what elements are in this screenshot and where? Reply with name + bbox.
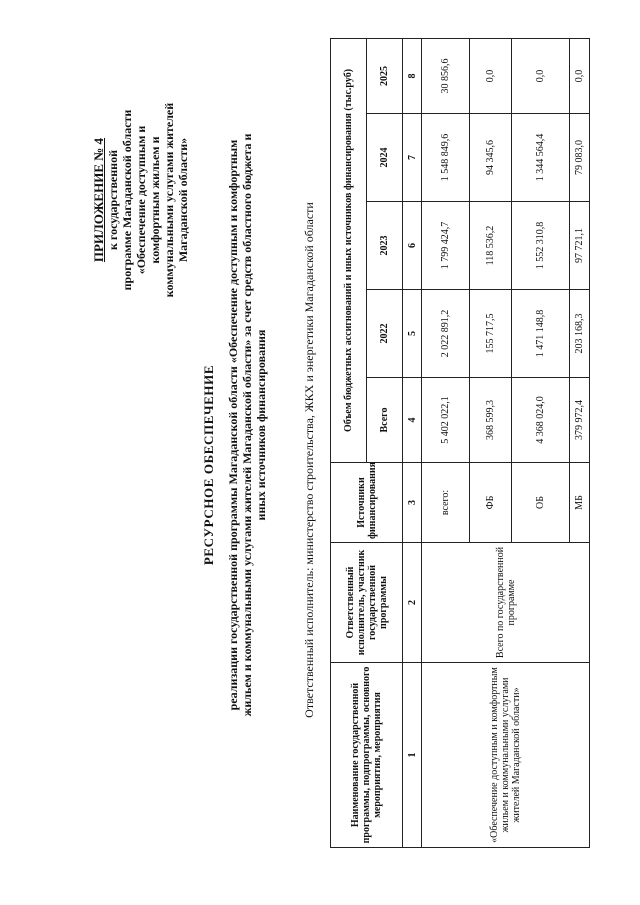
source-cell: МБ — [570, 463, 590, 543]
subtitle-line: жильем и коммунальными услугами жителей Магаданской области» за счет средств областного бюджета и — [240, 133, 254, 717]
appendix-line: «Обеспечение доступным и — [134, 125, 148, 275]
year-cell: 155 717,5 — [470, 290, 512, 378]
year-cell: 0,0 — [470, 38, 512, 113]
column-index: 7 — [403, 114, 422, 202]
executor-cell: Всего по государственной программе — [422, 543, 590, 663]
year-cell: 0,0 — [570, 38, 590, 113]
header-total: Всего — [367, 378, 403, 463]
appendix-line: программе Магаданской области — [120, 109, 134, 291]
funding-table — [330, 38, 590, 848]
year-cell: 30 856,6 — [422, 38, 470, 113]
responsible-executor-line: Ответственный исполнитель: министерство строительства, ЖКХ и энергетики Магаданской области — [302, 202, 316, 718]
appendix-number: ПРИЛОЖЕНИЕ № 4 — [91, 137, 106, 263]
appendix-line: к государственной — [106, 150, 120, 250]
year-cell: 0,0 — [512, 38, 570, 113]
appendix-line: коммунальными услугами жителей — [162, 102, 176, 298]
year-cell: 118 536,2 — [470, 202, 512, 290]
column-index: 4 — [403, 378, 422, 463]
header-source: Источники финансирования — [331, 463, 403, 543]
year-cell: 1 548 849,6 — [422, 114, 470, 202]
subtitle-line: иных источников финансирования — [254, 329, 268, 521]
source-cell: ОБ — [512, 463, 570, 543]
column-index: 3 — [403, 463, 422, 543]
year-cell: 1 471 148,8 — [512, 290, 570, 378]
year-cell: 1 552 310,8 — [512, 202, 570, 290]
year-cell: 1 799 424,7 — [422, 202, 470, 290]
header-executor: Ответственный исполнитель, участник государственной программы — [331, 543, 403, 663]
year-cell: 79 083,0 — [570, 114, 590, 202]
document-title: РЕСУРСНОЕ ОБЕСПЕЧЕНИЕ — [201, 364, 216, 566]
column-index: 5 — [403, 290, 422, 378]
source-cell: всего: — [422, 463, 470, 543]
table-header-row — [331, 38, 367, 847]
year-cell: 2 022 891,2 — [422, 290, 470, 378]
total-cell: 368 599,3 — [470, 378, 512, 463]
year-cell: 97 721,1 — [570, 202, 590, 290]
column-index: 8 — [403, 38, 422, 113]
total-cell: 379 972,4 — [570, 378, 590, 463]
column-index: 6 — [403, 202, 422, 290]
total-cell: 4 368 024,0 — [512, 378, 570, 463]
header-volume: Объем бюджетных ассигнований и иных источников финансирования (тыс.руб) — [331, 38, 367, 462]
header-program-name: Наименование государственной программы, подпрограммы, основного мероприятия, мероприятия — [331, 663, 403, 848]
source-cell: ФБ — [470, 463, 512, 543]
year-cell: 203 168,3 — [570, 290, 590, 378]
column-index: 1 — [403, 663, 422, 848]
year-cell: 94 345,6 — [470, 114, 512, 202]
year-cell: 1 344 564,4 — [512, 114, 570, 202]
program-name-cell: «Обеспечение доступным и комфортным жильем и коммунальными услугами жителей Магаданской области» — [422, 663, 590, 848]
document-subtitle — [226, 65, 268, 785]
column-index-row — [403, 38, 422, 847]
appendix-header — [92, 35, 190, 365]
table-row — [422, 38, 470, 847]
appendix-line: комфортным жильем и — [148, 136, 162, 264]
column-index: 2 — [403, 543, 422, 663]
header-year: 2023 — [367, 202, 403, 290]
header-year: 2025 — [367, 38, 403, 113]
appendix-line: Магаданской области» — [176, 137, 190, 263]
subtitle-line: реализации государственной программы Магаданской области «Обеспечение доступным и комфортным — [226, 139, 240, 711]
header-year: 2022 — [367, 290, 403, 378]
total-cell: 5 402 022,1 — [422, 378, 470, 463]
header-year: 2024 — [367, 114, 403, 202]
